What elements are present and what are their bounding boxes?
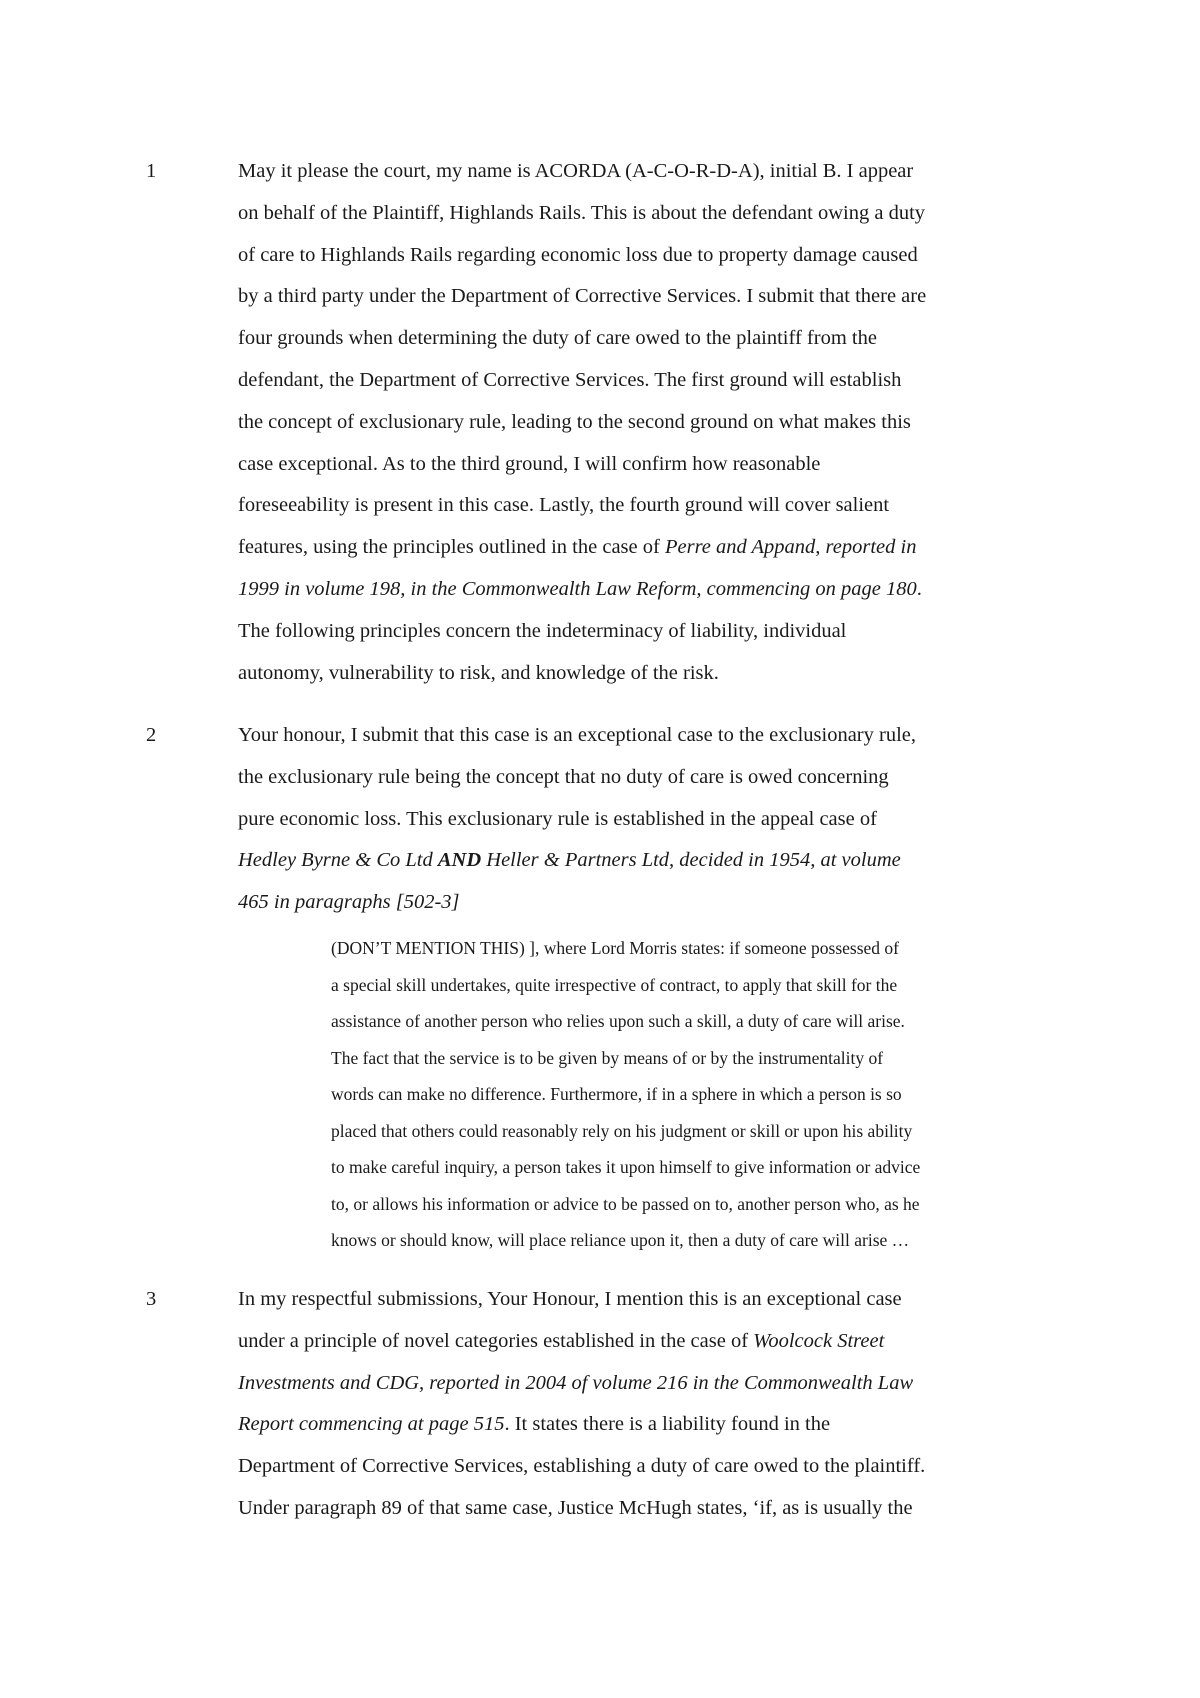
- quote-body: [331, 930, 1071, 1259]
- quote-line: words can make no difference. Furthermore, if in a sphere in which a person is so: [331, 1084, 902, 1104]
- text-line: The following principles concern the indeterminacy of liability, individual: [238, 619, 847, 642]
- case-citation: Investments and CDG, reported in 2004 of volume 216 in the Commonwealth Law: [238, 1371, 914, 1394]
- text-line: by a third party under the Department of Corrective Services. I submit that there are: [238, 285, 927, 308]
- case-citation: 465 in paragraphs [502-3]: [238, 891, 460, 914]
- paragraph-body: [238, 715, 1070, 924]
- text-line: autonomy, vulnerability to risk, and knowledge of the risk.: [238, 661, 719, 684]
- paragraph-body: [238, 151, 1070, 694]
- text-line: 1999 in volume 198, in the Commonwealth Law Reform, commencing on page 180.: [238, 577, 922, 600]
- text-line: Report commencing at page 515. It states there is a liability found in the: [238, 1413, 831, 1436]
- quote-line: to make careful inquiry, a person takes it upon himself to give information or advice: [331, 1157, 921, 1177]
- text-line: Under paragraph 89 of that same case, Justice McHugh states, ‘if, as is usually the: [238, 1496, 913, 1519]
- text-line: four grounds when determining the duty of care owed to the plaintiff from the: [238, 327, 877, 350]
- quote-line: assistance of another person who relies upon such a skill, a duty of care will arise.: [331, 1011, 905, 1031]
- paragraph-body: [238, 1279, 1070, 1530]
- case-citation: Woolcock Street: [753, 1329, 885, 1352]
- quote-line: placed that others could reasonably rely on his judgment or skill or upon his ability: [331, 1120, 913, 1141]
- text-line: of care to Highlands Rails regarding economic loss due to property damage caused: [238, 243, 918, 266]
- text-line: May it please the court, my name is ACORDA (A-C-O-R-D-A), initial B. I appear: [238, 160, 914, 182]
- text-line: pure economic loss. This exclusionary rule is established in the appeal case of: [238, 807, 877, 830]
- text-line: foreseeability is present in this case. Lastly, the fourth ground will cover salient: [238, 494, 890, 517]
- paragraph-number: 3: [146, 1288, 157, 1310]
- case-citation: 1999 in volume 198, in the Commonwealth Law Reform, commencing on page 180: [238, 577, 917, 600]
- case-citation: Report commencing at page 515: [238, 1413, 505, 1436]
- quote-line: knows or should know, will place reliance upon it, then a duty of care will arise …: [331, 1230, 910, 1250]
- paragraph-number: 1: [146, 160, 157, 182]
- quote-line: to, or allows his information or advice to be passed on to, another person who, as he: [331, 1193, 920, 1214]
- text-line: case exceptional. As to the third ground, I will confirm how reasonable: [238, 452, 821, 475]
- text-line: defendant, the Department of Corrective Services. The first ground will establish: [238, 368, 902, 391]
- paragraph-number: 2: [146, 724, 157, 746]
- case-citation: Perre and Appand, reported in: [664, 536, 917, 559]
- case-citation: Hedley Byrne & Co Ltd AND Heller & Partners Ltd, decided in 1954, at volume: [238, 849, 901, 872]
- quote-line: The fact that the service is to be given by means of or by the instrumentality of: [331, 1047, 884, 1068]
- text-line: the concept of exclusionary rule, leading to the second ground on what makes this: [238, 410, 911, 433]
- text-line: on behalf of the Plaintiff, Highlands Rails. This is about the defendant owing a duty: [238, 201, 926, 224]
- text-line: under a principle of novel categories established in the case of Woolcock Street: [238, 1329, 885, 1352]
- quote-line: a special skill undertakes, quite irrespective of contract, to apply that skill for the: [331, 974, 898, 995]
- quote-line: (DON’T MENTION THIS) ], where Lord Morris states: if someone possessed of: [331, 938, 899, 958]
- text-line: features, using the principles outlined in the case of Perre and Appand, reported in: [238, 536, 917, 559]
- text-line: the exclusionary rule being the concept that no duty of care is owed concerning: [238, 765, 889, 788]
- text-line: Your honour, I submit that this case is an exceptional case to the exclusionary rule,: [238, 724, 916, 746]
- text-line: In my respectful submissions, Your Honour, I mention this is an exceptional case: [238, 1288, 902, 1310]
- text-line: Department of Corrective Services, establishing a duty of care owed to the plaintiff.: [238, 1455, 926, 1478]
